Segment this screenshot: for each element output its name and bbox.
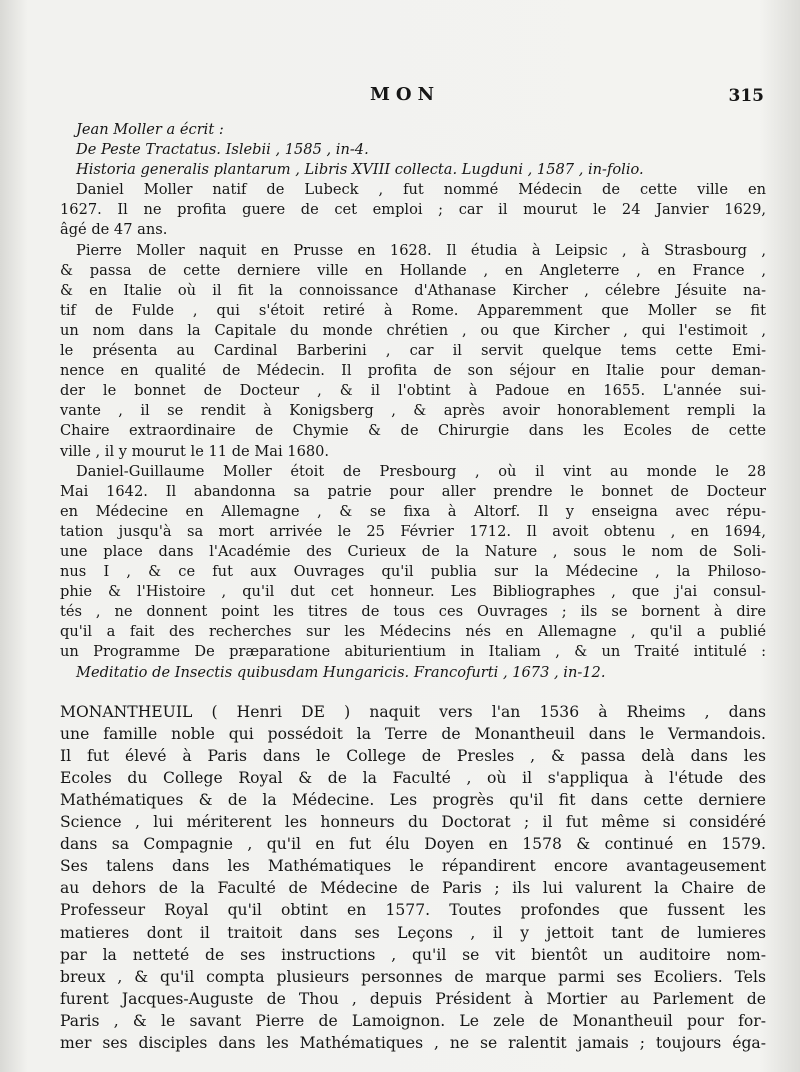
text-line: matieres dont il traitoit dans ses Leçons , il y jettoit tant de lumieres [60,923,766,942]
text-line: Jean Moller a écrit : [76,121,224,138]
text-line: Il fut élevé à Paris dans le College de Presles , & passa delà dans les [60,746,766,765]
body-text [60,120,766,1054]
text-line: mer ses disciples dans les Mathématiques , ne se ralentit jamais ; toujours éga- [60,1034,766,1053]
text-line: Daniel Moller natif de Lubeck , fut nommé Médecin de cette ville en [76,181,766,199]
text-line: au dehors de la Faculté de Médecine de Paris ; ils lui valurent la Chaire de [60,879,766,898]
text-line: breux , & qu'il compta plusieurs personnes de marque parmi ses Ecoliers. Tels [60,967,766,986]
moller-entries [60,120,766,683]
text-line: un Programme De præparatione abiturientium in Italiam , & un Traité intitulé : [60,643,766,661]
text-line: Mathématiques & de la Médecine. Les progrès qu'il fit dans cette derniere [60,791,766,809]
text-line: Historia generalis plantarum , Libris XVIII collecta. Lugduni , 1587 , in-folio. [76,161,644,179]
text-line: tés , ne donnent point les titres de tous ces Ouvrages ; ils se bornent à dire [60,603,766,621]
text-line: & passa de cette derniere ville en Hollande , en Angleterre , en France , [60,261,766,279]
text-line: qu'il a fait des recherches sur les Médecins nés en Allemagne , qu'il a publié [60,623,766,641]
text-line: tation jusqu'à sa mort arrivée le 25 Février 1712. Il avoit obtenu , en 1694, [60,522,766,540]
entry-lead-line: MONANTHEUIL ( Henri DE ) naquit vers l'an 1536 à Rheims , dans [60,702,766,721]
monantheuil-entry [60,701,766,1055]
text-line: Ses talens dans les Mathématiques le répandirent encore avantageusement [60,857,766,876]
text-line: le présenta au Cardinal Barberini , car il servit quelque tems cette Emi- [60,342,766,360]
text-line: dans sa Compagnie , qu'il en fut élu Doyen en 1578 & continué en 1579. [60,835,766,854]
text-line: nus I , & ce fut aux Ouvrages qu'il publia sur la Médecine , la Philoso- [60,563,766,581]
text-line: De Peste Tractatus. Islebii , 1585 , in-4. [76,141,369,159]
text-line: par la netteté de ses instructions , qu'il se vit bientôt un auditoire nom- [60,945,766,964]
text-line: Mai 1642. Il abandonna sa patrie pour aller prendre le bonnet de Docteur [60,482,766,500]
text-line: nence en qualité de Médecin. Il profita de son séjour en Italie pour deman- [60,362,766,380]
text-line: Science , lui mériterent les honneurs du Doctorat ; il fut même si considéré [60,813,766,832]
running-head: MON [370,84,441,105]
text-line: furent Jacques-Auguste de Thou , depuis Président à Mortier au Parlement de [60,989,766,1008]
text-line: Pierre Moller naquit en Prusse en 1628. Il étudia à Leipsic , à Strasbourg , [76,241,766,259]
text-line: un nom dans la Capitale du monde chrétien , ou que Kircher , qui l'estimoit , [60,321,766,339]
text-line: Meditatio de Insectis quibusdam Hungaricis. Francofurti , 1673 , in-12. [76,663,606,681]
text-line: ville , il y mourut le 11 de Mai 1680. [60,442,330,460]
text-line: & en Italie où il fit la connoissance d'Athanase Kircher , célebre Jésuite na- [60,281,766,299]
text-line: der le bonnet de Docteur , & il l'obtint à Padoue en 1655. L'année sui- [60,382,766,400]
text-line: phie & l'Histoire , qu'il dut cet honneur. Les Bibliographes , que j'ai consul- [60,583,766,601]
text-line: vante , il se rendit à Konigsberg , & après avoir honorablement rempli la [60,402,766,420]
text-line: 1627. Il ne profita guere de cet emploi ; car il mourut le 24 Janvier 1629, [60,201,766,219]
text-line: Daniel-Guillaume Moller étoit de Presbourg , où il vint au monde le 28 [76,462,766,480]
text-line: Professeur Royal qu'il obtint en 1577. Toutes profondes que fussent les [60,901,766,920]
text-line: Chaire extraordinaire de Chymie & de Chirurgie dans les Ecoles de cette [60,422,766,440]
text-line: Paris , & le savant Pierre de Lamoignon. Le zele de Monantheuil pour for- [60,1011,766,1030]
text-line: Ecoles du College Royal & de la Faculté , où il s'appliqua à l'étude des [60,768,766,787]
page-header [0,84,800,114]
text-line: tif de Fulde , qui s'étoit retiré à Rome. Apparemment que Moller se fit [60,301,766,319]
text-line: une place dans l'Académie des Curieux de la Nature , sous le nom de Soli- [60,542,766,560]
text-line: âgé de 47 ans. [60,221,168,239]
text-line: en Médecine en Allemagne , & se fixa à Altorf. Il y enseigna avec répu- [60,502,766,520]
page-number: 315 [728,86,764,106]
text-line: une famille noble qui possédoit la Terre de Monantheuil dans le Vermandois. [60,724,766,743]
section-gap [60,683,766,701]
